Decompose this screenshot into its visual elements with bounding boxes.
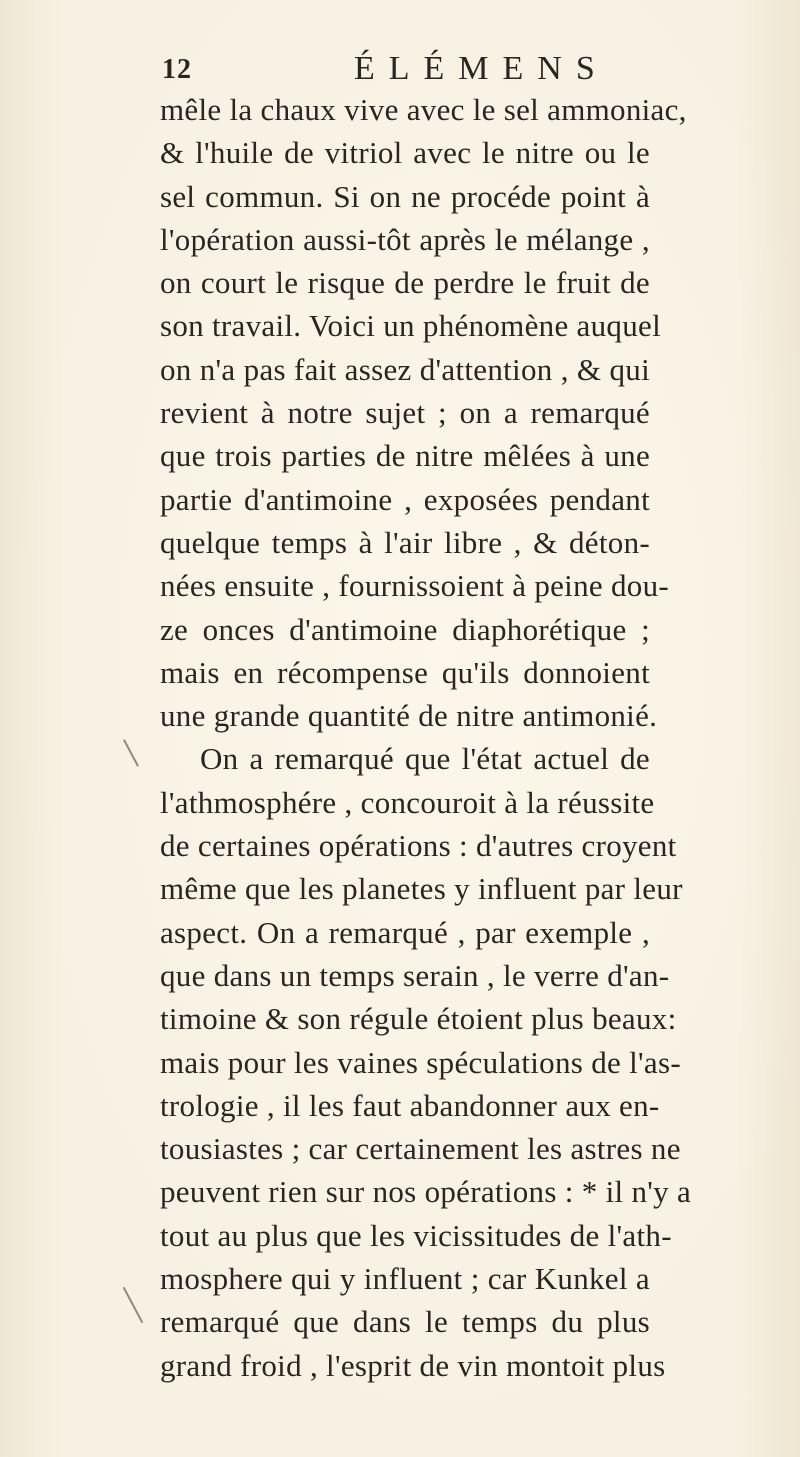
text-line: & l'huile de vitriol avec le nitre ou le	[160, 135, 650, 171]
text-line: une grande quantité de nitre antimonié.	[160, 698, 658, 734]
text-line: son travail. Voici un phénomène auquel	[160, 308, 661, 344]
text-line: tout au plus que les vicissitudes de l'ath-	[160, 1217, 672, 1253]
text-line: partie d'antimoine , exposées pendant	[160, 481, 650, 517]
body-text	[160, 88, 692, 1387]
text-line: sel commun. Si on ne procéde point à	[160, 178, 650, 214]
text-line: que trois parties de nitre mêlées à une	[160, 438, 650, 474]
text-line: grand froid , l'esprit de vin montoit plus	[160, 1347, 666, 1383]
page-number: 12	[162, 54, 192, 85]
text-line: même que les planetes y influent par leur	[160, 871, 683, 907]
margin-stain-mark	[123, 1287, 144, 1323]
text-line: timoine & son régule étoient plus beaux:	[160, 1001, 677, 1037]
text-line: mêle la chaux vive avec le sel ammoniac,	[160, 92, 687, 127]
text-line: que dans un temps serain , le verre d'an-	[160, 957, 670, 993]
text-line: peuvent rien sur nos opérations : * il n'y a	[160, 1174, 692, 1210]
text-line: tousiastes ; car certainement les astres ne	[160, 1131, 681, 1167]
text-line: de certaines opérations : d'autres croyent	[160, 828, 677, 864]
text-line: on court le risque de perdre le fruit de	[160, 265, 650, 301]
running-title: ÉLÉMENS	[354, 50, 609, 87]
text-line: aspect. On a remarqué , par exemple ,	[160, 914, 650, 950]
text-line: on n'a pas fait assez d'attention , & qui	[160, 351, 650, 387]
text-line: quelque temps à l'air libre , & déton-	[160, 524, 650, 560]
text-line: mais pour les vaines spéculations de l'as-	[160, 1044, 681, 1080]
text-line: mosphere qui y influent ; car Kunkel a	[160, 1261, 650, 1297]
text-line: l'opération aussi-tôt après le mélange ,	[160, 221, 650, 257]
page-header	[162, 40, 632, 90]
text-line: l'athmosphére , concouroit à la réussite	[160, 784, 655, 820]
margin-stain-mark	[123, 739, 139, 766]
text-line: nées ensuite , fournissoient à peine dou-	[160, 568, 670, 604]
text-line: revient à notre sujet ; on a remarqué	[160, 395, 650, 431]
text-line: ze onces d'antimoine diaphorétique ;	[160, 611, 650, 647]
paragraph-start-line: On a remarqué que l'état actuel de	[200, 741, 650, 777]
text-line: remarqué que dans le temps du plus	[160, 1304, 650, 1340]
text-line: trologie , il les faut abandonner aux en-	[160, 1087, 660, 1123]
text-line: mais en récompense qu'ils donnoient	[160, 654, 650, 690]
